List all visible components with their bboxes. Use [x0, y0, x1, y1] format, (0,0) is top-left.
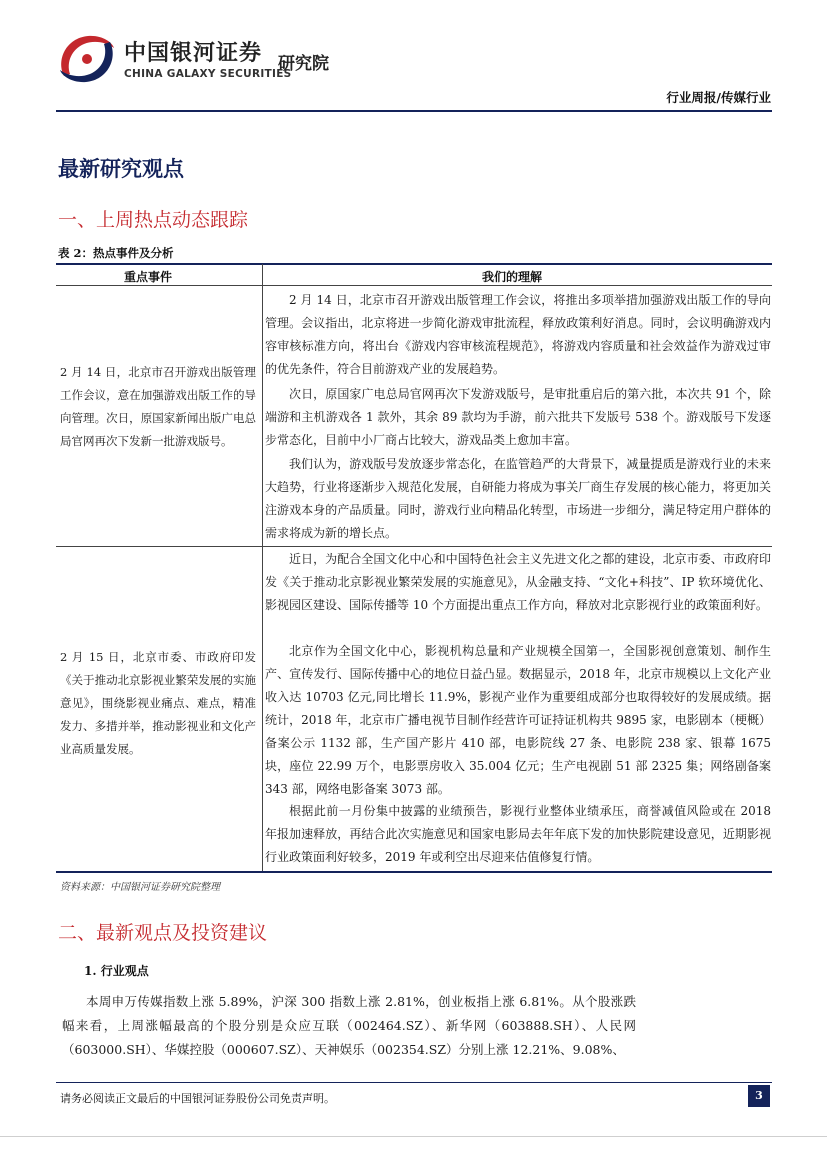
table-top-rule [56, 263, 772, 265]
logo-english-name: CHINA GALAXY SECURITIES [124, 68, 292, 80]
page-header [56, 30, 776, 88]
page-number: 3 [748, 1085, 770, 1107]
logo-chinese-name: 中国银河证券 [124, 41, 263, 66]
analysis-paragraph-2-3: 根据此前一月份集中披露的业绩预告，影视行业整体业绩承压，商誉减值风险或在 2018 年报加速释放，再结合此次实施意见和国家电影局去年年底下发的加快影院建设意见，近期影视行业政策面利好较多，2019 年或利空出尽迎来估值修复行情。 [265, 804, 771, 864]
table-row-divider [56, 546, 772, 547]
footer-divider [56, 1082, 772, 1083]
analysis-paragraph-2-2: 北京作为全国文化中心，影视机构总量和产业规模全国第一，全国影视创意策划、制作生产、宣传发行、国际传播中心的地位日益凸显。数据显示，2018 年，北京市规模以上文化产业收入达 10703 亿元,同比增长 11.9%，影视产业作为重要组成部分也取得较好的发展成绩。据统计，2018 年，北京市广播电视节目制作经营许可证持证机构共 9895 家，电影剧本（梗概）备案公示 1132 部，生产国产影片 410 部，电影院线 27 条、电影院 238 家、银幕 1675 块，座位 22.99 万个，电影票房收入 35.004 亿元；生产电视剧 51 部 2325 集；网络剧备案 343 部，网络电影备案 3073 部。 [265, 644, 771, 796]
page-title: 最新研究观点 [58, 156, 184, 181]
page-bottom-edge [0, 1136, 827, 1137]
analysis-paragraph-1-3: 我们认为，游戏版号发放逐步常态化，在监管趋严的大背景下，减量提质是游戏行业的未来大趋势，行业将逐渐步入规范化发展，自研能力将成为事关厂商生存发展的核心能力，将更加关注游戏本身的产品质量。同时，游戏行业向精品化转型，市场进一步细分，满足特定用户群体的需求将成为新的增长点。 [265, 457, 771, 540]
event-cell-2: 2 月 15 日，北京市委、市政府印发《关于推动北京影视业繁荣发展的实施意见》，围绕影视业痛点、难点，精准发力、多措并举，推动影视业和文化产业高质量发展。 [60, 650, 256, 756]
table-source-note: 资料来源：中国银河证券研究院整理 [60, 882, 220, 893]
analysis-paragraph-1-2: 次日，原国家广电总局官网再次下发游戏版号，是审批重启后的第六批，本次共 91 个，除端游和主机游戏各 1 款外，其余 89 款均为手游，前六批共下发版号 538 个。游戏版号下发逐步常态化，目前中小厂商占比较大，游戏品类上愈加丰富。 [265, 387, 771, 447]
table-caption: 表 2：热点事件及分析 [58, 246, 174, 260]
industry-view-subheading: 1. 行业观点 [84, 964, 149, 978]
logo-institute: 研究院 [278, 54, 329, 74]
section2-heading: 二、最新观点及投资建议 [58, 922, 268, 944]
table-column-divider [262, 264, 263, 872]
table-bottom-rule [56, 871, 772, 873]
event-cell-1: 2 月 14 日，北京市召开游戏出版管理工作会议，意在加强游戏出版工作的导向管理。次日，原国家新闻出版广电总局官网再次下发新一批游戏版号。 [60, 365, 256, 448]
galaxy-logo-icon [56, 30, 118, 88]
analysis-paragraph-2-1: 近日，为配合全国文化中心和中国特色社会主义先进文化之都的建设，北京市委、市政府印发《关于推动北京影视业繁荣发展的实施意见》，从金融支持、“文化+科技”、IP 软环境优化、影视园区建设、国际传播等 10 个方面提出重点工作方向，释放对北京影视行业的政策面利好。 [265, 552, 771, 612]
report-type-label: 行业周报/传媒行业 [666, 90, 771, 105]
header-divider [56, 110, 772, 112]
industry-view-paragraph: 本周申万传媒指数上涨 5.89%，沪深 300 指数上涨 2.81%，创业板指上涨 6.81%。从个股涨跌幅来看，上周涨幅最高的个股分别是众应互联（002464.SZ）、新华网（603888.SH）、人民网（603000.SH）、华媒控股（000607.SZ）、天神娱乐（002354.SZ）分别上涨 12.21%、9.08%、 [62, 994, 636, 1057]
section1-heading: 一、上周热点动态跟踪 [58, 209, 249, 231]
analysis-paragraph-1-1: 2 月 14 日，北京市召开游戏出版管理工作会议，将推出多项举措加强游戏出版工作的导向管理。会议指出，北京将进一步简化游戏审批流程，释放政策利好消息。同时，会议明确游戏内容审核标准方向，将出台《游戏内容审核流程规范》，将游戏内容质量和社会效益作为游戏过审的优先条件，符合目前游戏产业的发展趋势。 [265, 293, 771, 376]
column-header-event: 重点事件 [124, 270, 173, 284]
table-header-rule [56, 285, 772, 286]
footer-disclaimer: 请务必阅读正文最后的中国银河证券股份公司免责声明。 [60, 1092, 335, 1105]
column-header-analysis: 我们的理解 [482, 270, 543, 284]
